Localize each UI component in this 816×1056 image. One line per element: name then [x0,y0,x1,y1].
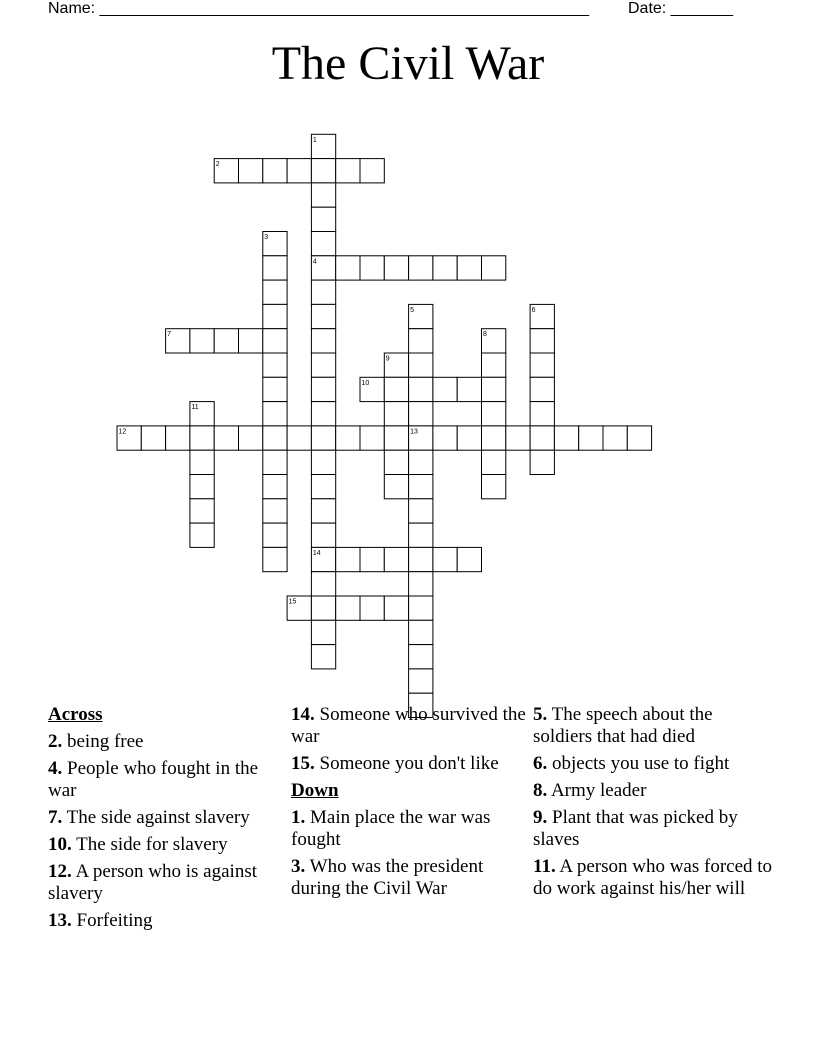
crossword-cell[interactable] [409,353,433,377]
clue-number-label: 11 [191,404,199,412]
crossword-cell[interactable] [311,499,335,523]
crossword-cell[interactable] [311,256,335,280]
clue-number-label: 14 [312,549,321,557]
crossword-cell[interactable] [409,304,433,328]
crossword-cell[interactable] [336,159,360,183]
clue-text: Plant that was picked by slaves [533,807,738,850]
clue-number: 10. [48,834,72,855]
crossword-cell[interactable] [263,426,287,450]
crossword-cell[interactable] [409,596,433,620]
crossword-cell[interactable] [530,426,554,450]
clue-number: 9. [533,807,548,828]
crossword-cell[interactable] [360,547,384,571]
crossword-cell[interactable] [263,499,287,523]
crossword-cell[interactable] [214,159,238,183]
crossword-cell[interactable] [311,329,335,353]
clue-text: Main place the war was fought [291,807,491,850]
crossword-cell[interactable] [433,547,457,571]
crossword-cell[interactable] [263,329,287,353]
crossword-cell[interactable] [336,547,360,571]
clue-item [291,704,527,748]
crossword-cell[interactable] [384,402,408,426]
crossword-cell[interactable] [384,596,408,620]
crossword-cell[interactable] [311,572,335,596]
crossword-cell[interactable] [530,450,554,474]
clue-number-label: 3 [264,234,269,241]
clue-number-label: 15 [288,598,297,606]
crossword-cell[interactable] [409,450,433,474]
clue-item [291,807,527,851]
crossword-cell[interactable] [409,377,433,401]
crossword-cell[interactable] [214,426,238,450]
clue-number: 14. [291,704,315,725]
crossword-cell[interactable] [263,304,287,328]
crossword-cell[interactable] [239,426,263,450]
crossword-cell[interactable] [311,645,335,669]
crossword-cell[interactable] [263,547,287,571]
crossword-cell[interactable] [384,377,408,401]
crossword-cell[interactable] [239,159,263,183]
clue-column-2 [291,704,527,905]
clue-number-label: 13 [410,428,418,436]
crossword-cell[interactable] [166,426,190,450]
crossword-cell[interactable] [336,256,360,280]
crossword-cell[interactable] [530,353,554,377]
crossword-cell[interactable] [409,572,433,596]
crossword-cell[interactable] [457,377,481,401]
crossword-cell[interactable] [311,402,335,426]
clue-number-label: 7 [167,331,172,339]
crossword-cell[interactable] [360,596,384,620]
clue-text: being free [62,731,144,752]
crossword-cell[interactable] [530,402,554,426]
crossword-cell[interactable] [287,596,311,620]
clue-text: Army leader [547,780,647,801]
crossword-cell[interactable] [360,426,384,450]
crossword-cell[interactable] [311,523,335,547]
page-title: The Civil War [271,37,545,90]
clue-number: 7. [48,807,63,828]
crossword-cell[interactable] [482,475,506,499]
crossword-cell[interactable] [384,426,408,450]
clue-item [533,704,773,748]
crossword-cell[interactable] [409,645,433,669]
crossword-cell[interactable] [141,426,165,450]
crossword-cell[interactable] [311,280,335,304]
across-heading: Across [48,704,103,725]
crossword-cell[interactable] [311,620,335,644]
crossword-cell[interactable] [214,329,238,353]
crossword-cell[interactable] [482,402,506,426]
clue-number: 4. [48,758,63,779]
crossword-cell[interactable] [409,426,433,450]
crossword-cell[interactable] [530,329,554,353]
crossword-cell[interactable] [457,426,481,450]
clue-item [48,861,280,905]
clue-number: 2. [48,731,63,752]
clue-text: objects you use to fight [547,753,730,774]
crossword-cell[interactable] [360,377,384,401]
crossword-cell[interactable] [409,256,433,280]
date-field-label[interactable]: Date: _______ [628,0,733,17]
crossword-cell[interactable] [263,280,287,304]
clue-item [48,910,280,932]
clue-text: Someone who survived the war [291,704,526,747]
crossword-cell[interactable] [433,256,457,280]
crossword-cell[interactable] [263,377,287,401]
crossword-cell[interactable] [287,426,311,450]
crossword-cell[interactable] [457,547,481,571]
clue-column-1 [48,704,280,937]
clue-number-label: 1 [312,136,317,144]
clue-number-label: 10 [361,379,370,387]
crossword-cell[interactable] [190,523,214,547]
crossword-cell[interactable] [263,475,287,499]
crossword-cell[interactable] [482,353,506,377]
clue-text: A person who was forced to do work against his/her will [533,856,773,899]
clue-number: 13. [48,910,72,931]
crossword-cell[interactable] [190,499,214,523]
clue-item [48,731,280,753]
crossword-cell[interactable] [384,450,408,474]
crossword-cell[interactable] [336,426,360,450]
name-date-line [48,0,733,20]
clue-number-label: 5 [410,306,415,314]
clue-text: The speech about the soldiers that had died [533,704,713,747]
crossword-cell[interactable] [311,377,335,401]
crossword-cell[interactable] [579,426,603,450]
clue-number: 15. [291,753,315,774]
crossword-cell[interactable] [409,402,433,426]
clue-number-label: 6 [531,306,536,314]
crossword-cell[interactable] [554,426,578,450]
clue-item [48,834,280,856]
crossword-cell[interactable] [409,547,433,571]
crossword-cell[interactable] [482,450,506,474]
crossword-cell[interactable] [117,426,141,450]
clue-item [533,807,773,851]
clue-text: A person who is against slavery [48,861,257,904]
crossword-cell[interactable] [311,159,335,183]
clue-item [533,780,773,802]
crossword-cell[interactable] [409,329,433,353]
crossword-cell[interactable] [409,620,433,644]
clue-column-3 [533,704,773,905]
crossword-cell[interactable] [263,353,287,377]
crossword-cell[interactable] [409,669,433,693]
crossword-cell[interactable] [263,256,287,280]
crossword-cell[interactable] [166,329,190,353]
crossword-cell[interactable] [482,426,506,450]
crossword-cell[interactable] [263,402,287,426]
clue-number: 11. [533,856,556,877]
crossword-cell[interactable] [190,402,214,426]
crossword-cell[interactable] [433,377,457,401]
crossword-cell[interactable] [433,426,457,450]
clue-number-label: 9 [385,355,390,363]
clue-text: People who fought in the war [48,758,259,801]
clue-text: Who was the president during the Civil War [291,856,484,899]
clue-text: Someone you don't like [314,753,499,774]
crossword-cell[interactable] [311,353,335,377]
crossword-cell[interactable] [360,256,384,280]
clue-item [48,807,280,829]
crossword-cell[interactable] [409,523,433,547]
clue-number: 6. [533,753,548,774]
clue-number: 1. [291,807,306,828]
crossword-cell[interactable] [311,207,335,231]
crossword-cell[interactable] [603,426,627,450]
crossword-cell[interactable] [384,256,408,280]
crossword-cell[interactable] [530,304,554,328]
crossword-cell[interactable] [506,426,530,450]
clue-number-label: 8 [483,331,487,339]
crossword-cell[interactable] [311,183,335,207]
crossword-cell[interactable] [384,547,408,571]
crossword-cell[interactable] [287,159,311,183]
down-heading: Down [291,780,339,801]
crossword-cell[interactable] [336,596,360,620]
clue-item [291,856,527,900]
crossword-cell[interactable] [409,475,433,499]
name-field-label[interactable]: Name: _______________________________________________________ [48,0,589,17]
crossword-cell[interactable] [384,353,408,377]
crossword-cell[interactable] [263,523,287,547]
clue-item [291,753,527,775]
crossword-cell[interactable] [311,596,335,620]
crossword-cell[interactable] [311,304,335,328]
crossword-cell[interactable] [360,159,384,183]
clue-number: 3. [291,856,306,877]
clue-item [533,856,773,900]
crossword-cell[interactable] [311,475,335,499]
clue-number: 8. [533,780,548,801]
crossword-cell[interactable] [311,450,335,474]
crossword-cell[interactable] [627,426,651,450]
crossword-cell[interactable] [239,329,263,353]
crossword-cell[interactable] [190,475,214,499]
clue-text: The side for slavery [71,834,228,855]
clue-text: The side against slavery [62,807,250,828]
clue-item [48,758,280,802]
crossword-cell[interactable] [384,475,408,499]
clue-number: 12. [48,861,72,882]
crossword-cell[interactable] [482,256,506,280]
clue-number-label: 2 [215,161,220,169]
crossword-cell[interactable] [190,450,214,474]
crossword-cell[interactable] [263,232,287,256]
clue-number-label: 12 [118,428,127,436]
clue-number-label: 4 [312,258,317,266]
clue-text: Forfeiting [71,910,153,931]
crossword-cell[interactable] [409,499,433,523]
crossword-cell[interactable] [530,377,554,401]
clue-item [533,753,773,775]
crossword-cell[interactable] [311,547,335,571]
crossword-cell[interactable] [263,450,287,474]
crossword-cell[interactable] [311,426,335,450]
crossword-cell[interactable] [263,159,287,183]
clue-number: 5. [533,704,548,725]
crossword-cell[interactable] [311,134,335,158]
crossword-cell[interactable] [482,377,506,401]
crossword-cell[interactable] [190,329,214,353]
crossword-cell[interactable] [457,256,481,280]
crossword-cell[interactable] [482,329,506,353]
crossword-cell[interactable] [311,232,335,256]
crossword-cell[interactable] [190,426,214,450]
